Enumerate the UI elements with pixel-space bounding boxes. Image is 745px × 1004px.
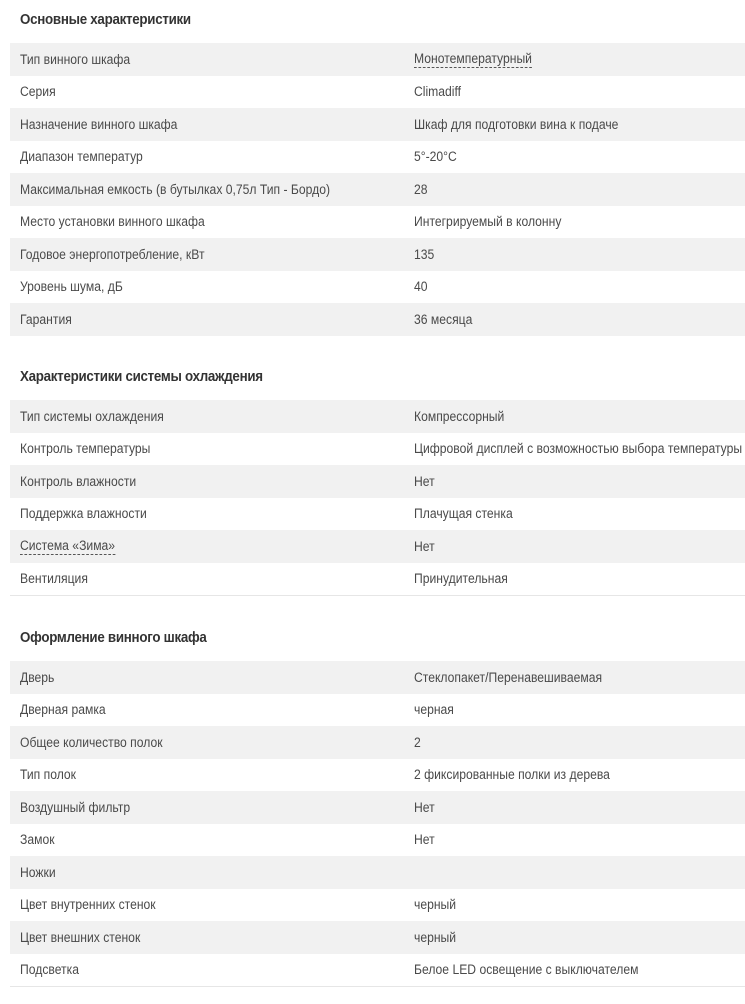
table-row xyxy=(10,271,745,304)
table-row xyxy=(10,141,745,174)
table-row xyxy=(10,173,745,206)
spec-value: Стеклопакет/Перенавешиваемая xyxy=(414,669,603,685)
table-row xyxy=(10,76,745,109)
spec-name: Поддержка влажности xyxy=(20,506,147,522)
spec-name: Вентиляция xyxy=(20,571,88,587)
table-row xyxy=(10,791,745,824)
spec-value: Плачущая стенка xyxy=(414,506,513,522)
spec-value: 36 месяца xyxy=(414,311,473,327)
table-row xyxy=(10,824,745,857)
spec-value: Цифровой дисплей с возможностью выбора температуры xyxy=(414,441,743,457)
spec-name: Дверная рамка xyxy=(20,702,106,718)
spec-name: Уровень шума, дБ xyxy=(20,279,123,295)
spec-value: Нет xyxy=(414,473,435,489)
table-row xyxy=(10,954,745,988)
table-row xyxy=(10,694,745,727)
spec-value: 2 xyxy=(414,734,421,750)
spec-name: Гарантия xyxy=(20,311,72,327)
spec-value: 40 xyxy=(414,279,428,295)
spec-name: Годовое энергопотребление, кВт xyxy=(20,246,205,262)
spec-name: Тип полок xyxy=(20,767,77,783)
specs-table-main xyxy=(10,43,745,336)
table-row xyxy=(10,400,745,433)
spec-name: Тип винного шкафа xyxy=(20,51,131,67)
table-row xyxy=(10,530,745,563)
spec-name: Контроль температуры xyxy=(20,441,151,457)
table-row xyxy=(10,43,745,76)
spec-value: Нет xyxy=(414,799,435,815)
spec-value: Шкаф для подготовки вина к подаче xyxy=(414,116,619,132)
spec-name: Диапазон температур xyxy=(20,149,143,165)
table-row xyxy=(10,108,745,141)
spec-name: Подсветка xyxy=(20,962,79,978)
table-row xyxy=(10,661,745,694)
spec-name: Общее количество полок xyxy=(20,734,163,750)
section-title-main: Основные характеристики xyxy=(20,12,191,28)
spec-value: 2 фиксированные полки из дерева xyxy=(414,767,610,783)
table-row xyxy=(10,726,745,759)
spec-name-link[interactable]: Система «Зима» xyxy=(20,537,116,553)
spec-value: 135 xyxy=(414,246,435,262)
spec-name: Цвет внутренних стенок xyxy=(20,897,156,913)
table-row xyxy=(10,856,745,889)
table-row xyxy=(10,563,745,597)
spec-name: Воздушный фильтр xyxy=(20,799,131,815)
table-row xyxy=(10,889,745,922)
section-title-design: Оформление винного шкафа xyxy=(20,630,207,646)
table-row xyxy=(10,498,745,531)
specs-table-cooling xyxy=(10,400,745,596)
spec-name: Максимальная емкость (в бутылках 0,75л Тип - Бордо) xyxy=(20,181,331,197)
table-row xyxy=(10,465,745,498)
spec-name: Цвет внешних стенок xyxy=(20,929,141,945)
table-row xyxy=(10,433,745,466)
spec-name: Контроль влажности xyxy=(20,473,137,489)
spec-name: Дверь xyxy=(20,669,55,685)
spec-name: Ножки xyxy=(20,864,56,880)
table-row xyxy=(10,759,745,792)
spec-value: черный xyxy=(414,929,457,945)
spec-name: Тип системы охлаждения xyxy=(20,408,164,424)
spec-value: Нет xyxy=(414,538,435,554)
specs-table-design xyxy=(10,661,745,987)
spec-value: Интегрируемый в колонну xyxy=(414,214,562,230)
table-row xyxy=(10,206,745,239)
spec-value-link[interactable]: Монотемпературный xyxy=(414,50,532,66)
table-row xyxy=(10,238,745,271)
spec-value: Climadiff xyxy=(414,84,462,100)
spec-name: Назначение винного шкафа xyxy=(20,116,178,132)
spec-name: Место установки винного шкафа xyxy=(20,214,205,230)
spec-value: 5°-20°C xyxy=(414,149,457,165)
spec-value: Компрессорный xyxy=(414,408,505,424)
table-row xyxy=(10,303,745,336)
spec-value: Белое LED освещение с выключателем xyxy=(414,962,639,978)
spec-value: 28 xyxy=(414,181,428,197)
spec-value: Принудительная xyxy=(414,571,508,587)
spec-name: Серия xyxy=(20,84,56,100)
spec-value: черная xyxy=(414,702,454,718)
section-title-cooling: Характеристики системы охлаждения xyxy=(20,369,263,385)
spec-value: Нет xyxy=(414,832,435,848)
spec-name: Замок xyxy=(20,832,55,848)
spec-value: черный xyxy=(414,897,457,913)
table-row xyxy=(10,921,745,954)
